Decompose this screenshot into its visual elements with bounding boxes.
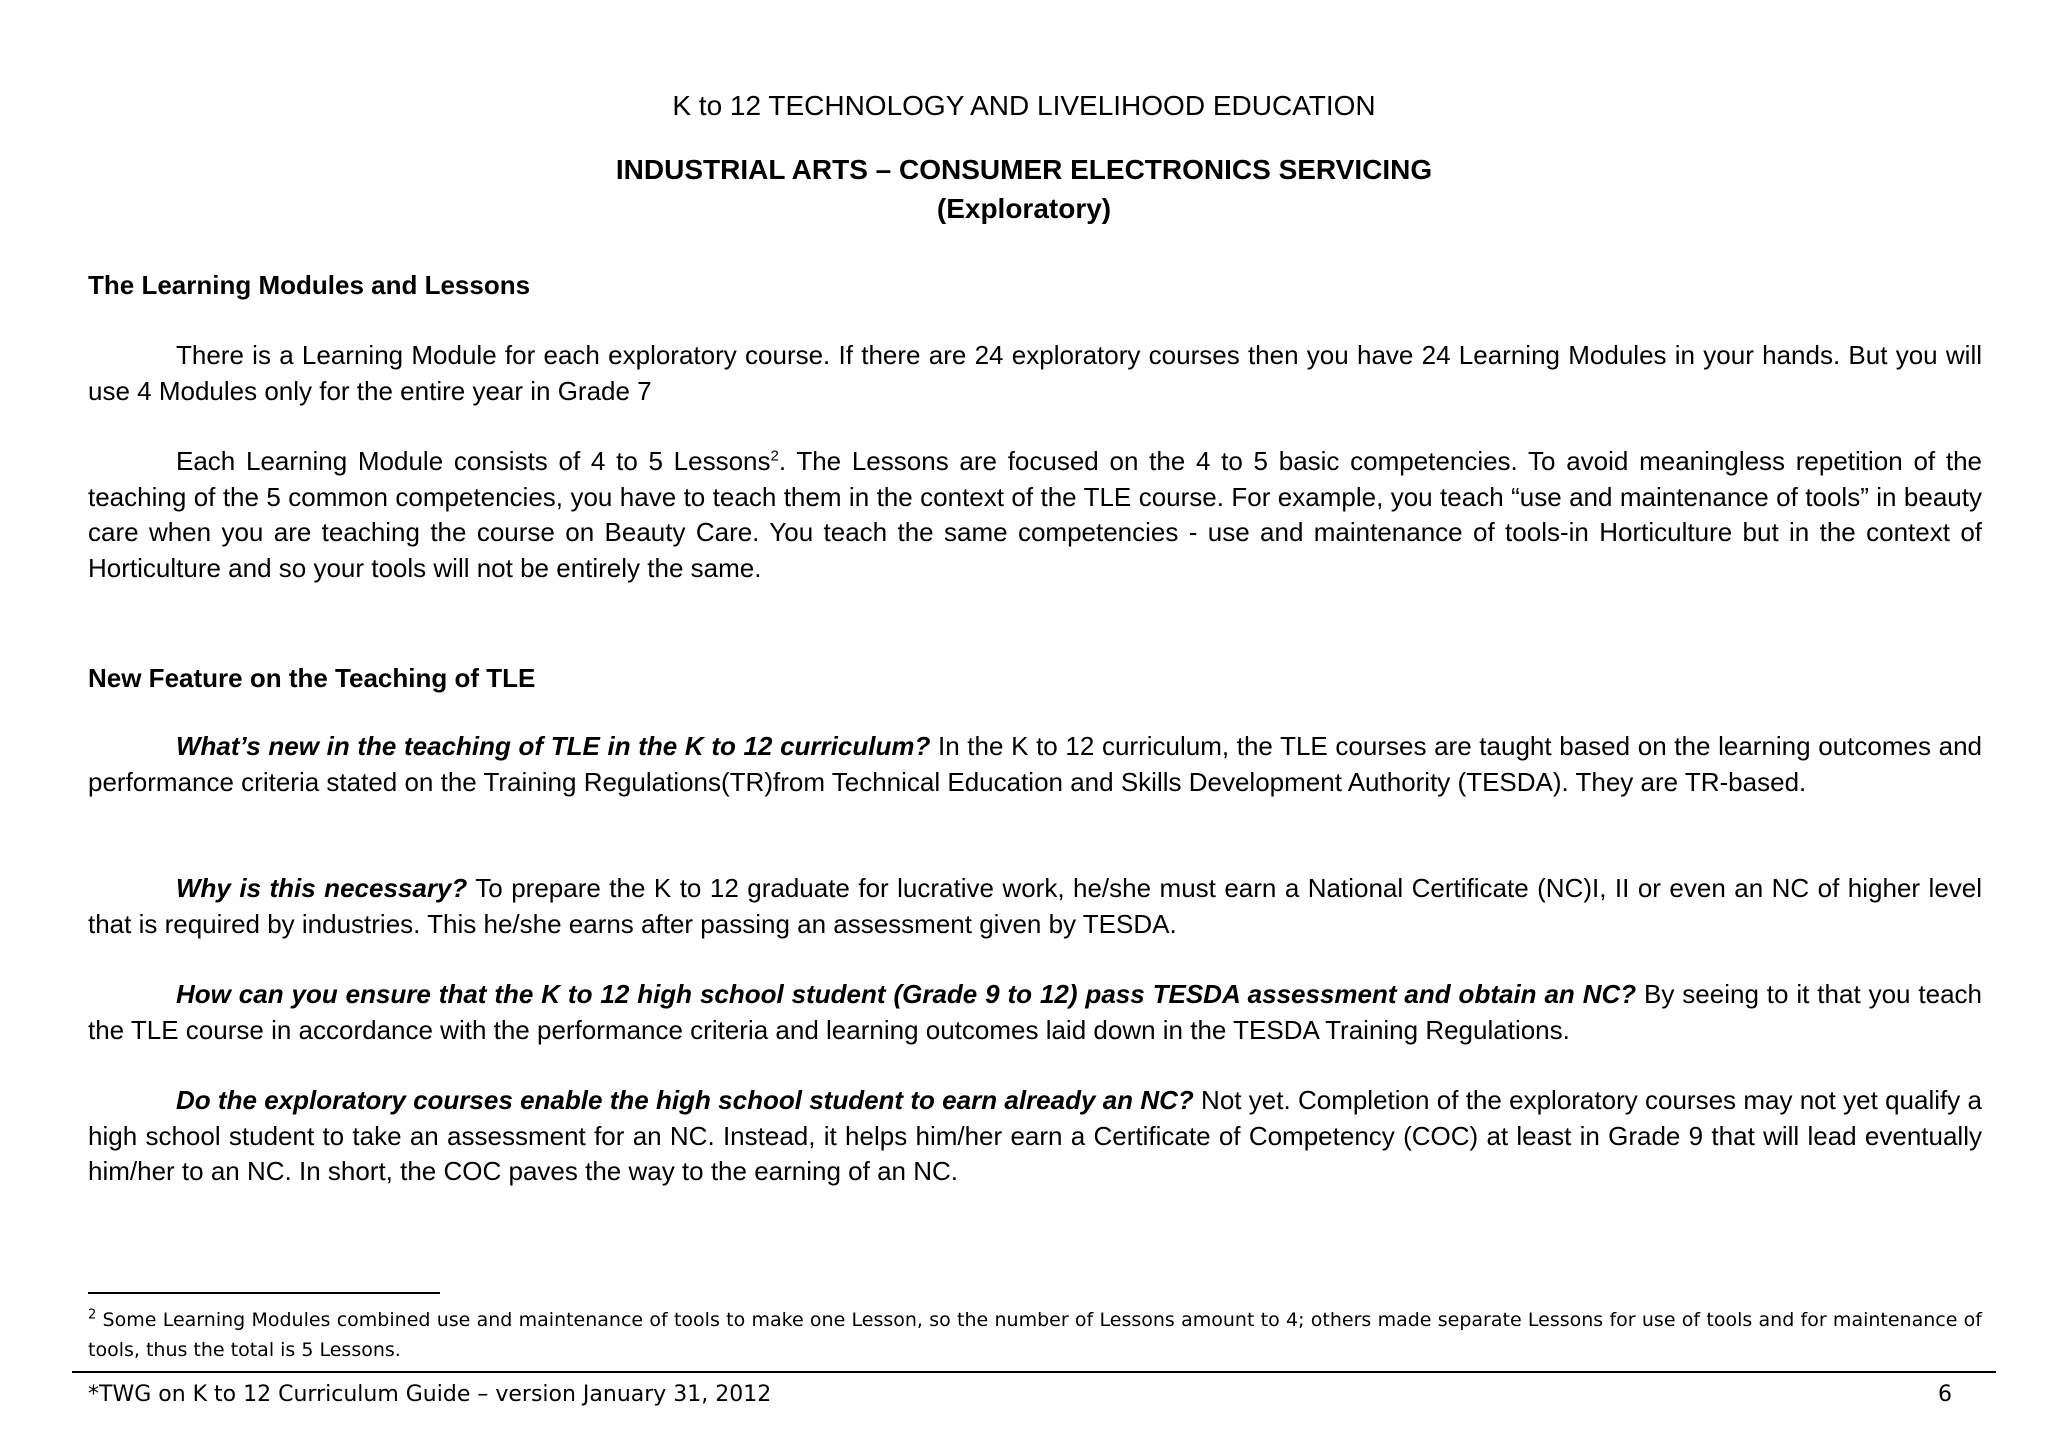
document-title: K to 12 TECHNOLOGY AND LIVELIHOOD EDUCATION (672, 90, 1376, 121)
paragraph-lessons-text-end: . The Lessons are focused on the 4 to 5 basic competencies. To avoid meaningless repetition of the teaching of the 5 common competencies, you have to teach them in the context of the TLE course. For example, you teach “use and maintenance of tools” in beauty care when you are teaching the course on Beauty Care. You teach the same competencies - use and maintenance of tools-in Horticulture but in the context of Horticulture and so your tools will not be entirely the same. (88, 446, 1982, 583)
footnote (88, 1305, 1982, 1365)
paragraph-learning-modules-intro: There is a Learning Module for each exploratory course. If there are 24 exploratory courses then you have 24 Learning Modules in your hands. But you will use 4 Modules only for the entire year in Grade 7 (88, 340, 1982, 406)
course-title: INDUSTRIAL ARTS – CONSUMER ELECTRONICS SERVICING (615, 154, 1433, 185)
question-whats-new: What’s new in the teaching of TLE in the K to 12 curriculum? (176, 731, 931, 761)
paragraph-lessons-text-start: Each Learning Module consists of 4 to 5 Lessons (176, 446, 771, 476)
paragraph-lessons (88, 444, 1982, 586)
answer-ensure-assessment: By seeing to it that you teach the TLE course in accordance with the performance criteria and learning outcomes laid down in the TESDA Training Regulations. (88, 979, 1982, 1045)
paragraph-whats-new (88, 729, 1982, 800)
footnote-marker: 2 (88, 1307, 97, 1323)
answer-exploratory-nc: Not yet. Completion of the exploratory courses may not yet qualify a high school student to take an assessment for an NC. Instead, it helps him/her earn a Certificate of Competency (COC) at least in Grade 9 that will lead eventually him/her to an NC. In short, the COC paves the way to the earning of an NC. (88, 1085, 1982, 1186)
answer-whats-new: In the K to 12 curriculum, the TLE courses are taught based on the learning outcomes and performance criteria stated on the Training Regulations(TR)from Technical Education and Skills Development Authority (TESDA). They are TR-based. (88, 731, 1982, 797)
footer-citation: *TWG on K to 12 Curriculum Guide – version January 31, 2012 (88, 1382, 772, 1407)
footnote-reference: 2 (770, 447, 779, 465)
section-heading-new-feature: New Feature on the Teaching of TLE (88, 663, 536, 693)
footnote-separator (88, 1292, 440, 1294)
footer-divider (72, 1371, 1996, 1373)
paragraph-ensure-assessment (88, 977, 1982, 1048)
page-number: 6 (1938, 1382, 1952, 1407)
paragraph-exploratory-nc (88, 1083, 1982, 1190)
question-ensure-assessment: How can you ensure that the K to 12 high school student (Grade 9 to 12) pass TESDA assessment and obtain an NC? (176, 979, 1637, 1009)
footnote-text: Some Learning Modules combined use and maintenance of tools to make one Lesson, so the number of Lessons amount to 4; others made separate Lessons for use of tools and for maintenance of tools, thus the total is 5 Lessons. (88, 1309, 1982, 1361)
question-exploratory-nc: Do the exploratory courses enable the high school student to earn already an NC? (176, 1085, 1194, 1115)
course-type: (Exploratory) (936, 193, 1112, 224)
answer-why-necessary: To prepare the K to 12 graduate for lucrative work, he/she must earn a National Certificate (NC)I, II or even an NC of higher level that is required by industries. This he/she earns after passing an assessment given by TESDA. (88, 873, 1983, 939)
paragraph-why-necessary (88, 871, 1982, 942)
section-heading-learning-modules: The Learning Modules and Lessons (88, 270, 531, 300)
question-why-necessary: Why is this necessary? (176, 873, 468, 903)
